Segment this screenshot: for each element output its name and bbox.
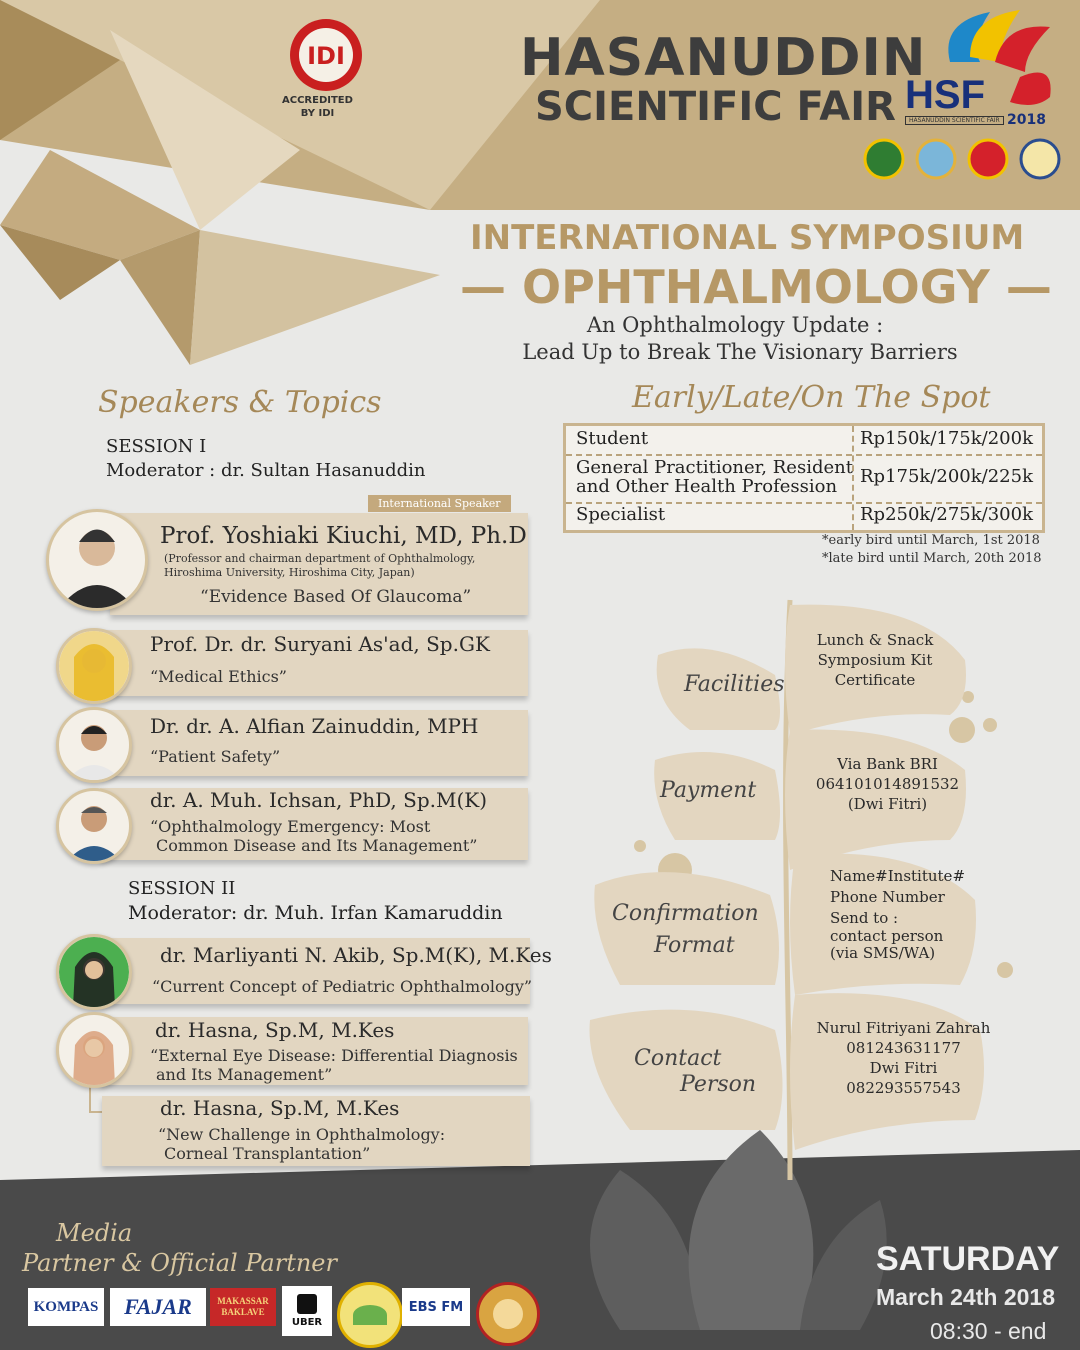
uber-logo: UBER — [282, 1286, 332, 1336]
facilities-text: Lunch & Snack Symposium Kit Certificate — [816, 631, 934, 689]
topic-title: — OPHTHALMOLOGY — — [460, 260, 1052, 314]
session1-moderator: Moderator : dr. Sultan Hasanuddin — [106, 460, 426, 481]
pricing-heading: Early/Late/On The Spot — [632, 380, 991, 415]
session2-label: SESSION II — [128, 878, 236, 899]
accreditation-label: ACCREDITED BY IDI — [282, 95, 353, 119]
international-badge: International Speaker — [368, 495, 511, 512]
speaker-avatar — [56, 707, 132, 783]
speaker-name: Prof. Dr. dr. Suryani As'ad, Sp.GK — [150, 632, 490, 656]
hsf-logo: HSF — [905, 73, 985, 117]
early-bird-note: *early bird until March, 1st 2018 — [822, 533, 1040, 548]
fair-title: HASANUDDIN — [520, 28, 927, 88]
speaker-name: dr. Hasna, Sp.M, M.Kes — [155, 1018, 395, 1042]
svg-text:IDI: IDI — [307, 42, 345, 70]
event-day: SATURDAY — [876, 1240, 1060, 1278]
payment-label: Payment — [660, 778, 757, 803]
speaker-name: Dr. dr. A. Alfian Zainuddin, MPH — [150, 714, 479, 738]
event-subtitle-line2: Lead Up to Break The Visionary Barriers — [522, 340, 958, 364]
session2-moderator: Moderator: dr. Muh. Irfan Kamaruddin — [128, 902, 503, 924]
speaker-name: dr. A. Muh. Ichsan, PhD, Sp.M(K) — [150, 788, 488, 812]
session1-label: SESSION I — [106, 436, 207, 457]
fair-subtitle: SCIENTIFIC FAIR — [535, 84, 896, 130]
speakers-heading: Speakers & Topics — [98, 385, 382, 420]
confirmation-label: Confirmation Format — [612, 901, 759, 958]
speaker-avatar — [56, 934, 132, 1010]
payment-text: Via Bank BRI 064101014891532 (Dwi Fitri) — [815, 755, 960, 813]
speaker-avatar — [56, 628, 132, 704]
event-date: March 24th 2018 — [876, 1284, 1055, 1310]
pricing-row: Student Rp150k/175k/200k — [566, 426, 1042, 456]
speaker-topic: “Medical Ethics” — [150, 667, 287, 686]
speaker-name: dr. Marliyanti N. Akib, Sp.M(K), M.Kes — [160, 943, 552, 967]
speaker-affiliation: (Professor and chairman department of Ophthalmology, Hiroshima University, Hiroshima City, Japan) — [164, 552, 476, 579]
baklave-logo: MAKASSAR BAKLAVE — [210, 1288, 276, 1326]
fajar-logo: FAJAR — [110, 1288, 206, 1326]
late-bird-note: *late bird until March, 20th 2018 — [822, 551, 1042, 566]
partner-badge-icon — [337, 1282, 403, 1348]
hsf-subtitle: HASANUDDIN SCIENTIFIC FAIR — [905, 116, 1004, 125]
speaker-topic: “Ophthalmology Emergency: Most Common Disease and Its Management” — [150, 817, 478, 855]
speaker-avatar — [46, 509, 148, 611]
pricing-table — [563, 423, 1045, 533]
hsf-year: 2018 — [1007, 112, 1046, 128]
speaker-topic: “Current Concept of Pediatric Ophthalmology” — [152, 977, 533, 996]
media-partner-heading: Media Partner & Official Partner — [22, 1219, 337, 1277]
pricing-row: General Practitioner, Resident and Other Health Profession Rp175k/200k/225k — [566, 456, 1042, 504]
pricing-row: Specialist Rp250k/275k/300k — [576, 504, 1033, 525]
speaker-topic: “Evidence Based Of Glaucoma” — [200, 587, 472, 607]
contact-label: Contact Person — [634, 1046, 757, 1097]
partner-emblems — [862, 137, 1062, 183]
confirmation-text: Name#Institute# Phone Number Send to : contact person (via SMS/WA) — [830, 867, 966, 962]
event-time: 08:30 - end — [930, 1318, 1047, 1344]
partner-seal-icon — [476, 1282, 540, 1346]
speaker-topic: “New Challenge in Ophthalmology: Corneal Transplantation” — [158, 1125, 446, 1163]
speaker-name: Prof. Yoshiaki Kiuchi, MD, Ph.D — [160, 523, 527, 549]
speaker-topic: “External Eye Disease: Differential Diagnosis and Its Management” — [150, 1046, 518, 1084]
event-subtitle-line1: An Ophthalmology Update : — [586, 313, 884, 337]
speaker-avatar — [56, 1012, 132, 1088]
facilities-label: Facilities — [684, 672, 785, 697]
speaker-name: dr. Hasna, Sp.M, M.Kes — [160, 1096, 400, 1120]
symposium-title: INTERNATIONAL SYMPOSIUM — [470, 218, 1025, 258]
kompas-logo: KOMPAS — [28, 1288, 104, 1326]
speaker-topic: “Patient Safety” — [150, 747, 281, 766]
idi-logo — [287, 16, 365, 94]
ebs-fm-logo: EBS FM — [402, 1288, 470, 1326]
contact-text: Nurul Fitriyani Zahrah 081243631177 Dwi Fitri 082293557543 — [816, 1019, 991, 1097]
speaker-avatar — [56, 788, 132, 864]
